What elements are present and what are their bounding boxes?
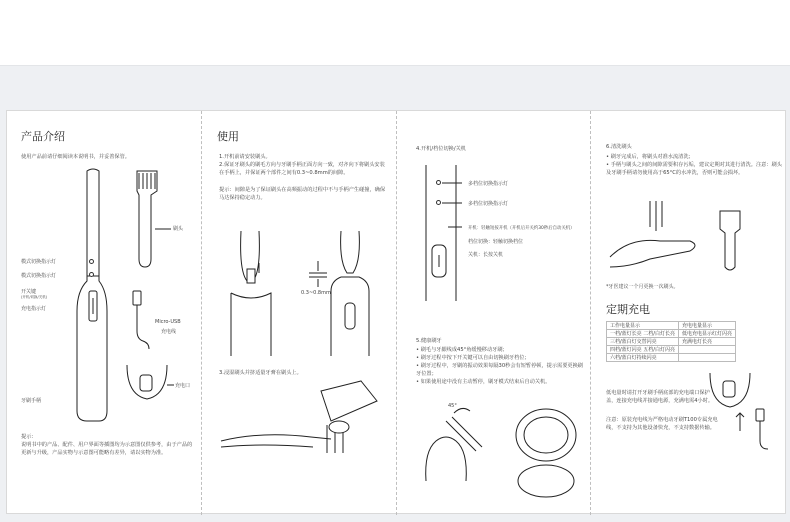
table-row bbox=[607, 330, 736, 338]
panel-cleaning-charging bbox=[590, 111, 787, 515]
label-brush-head: 刷头 bbox=[173, 226, 184, 232]
table-cell: 低电充电显示红灯闪亮 bbox=[678, 330, 735, 338]
label-charge-port: 充电口 bbox=[175, 383, 191, 389]
table-cell: 充电电量显示 bbox=[678, 322, 735, 330]
table-cell: 三档/蓝白灯交替闪亮 bbox=[607, 338, 679, 346]
indicator-light bbox=[89, 259, 94, 264]
usage-step-3: 3.浸湿刷头并挤适量牙膏在刷头上。 bbox=[219, 370, 302, 376]
indicator-light bbox=[436, 180, 441, 185]
label-cable: 充电线 bbox=[161, 329, 177, 335]
label-power-key-sub: (开机/切换/关机) bbox=[21, 295, 48, 299]
table-cell bbox=[678, 354, 735, 362]
charge-title: 定期充电 bbox=[606, 303, 650, 316]
table-cell: 工作电量显示 bbox=[607, 322, 679, 330]
panel-usage bbox=[201, 111, 396, 515]
table-row bbox=[607, 346, 736, 354]
indicator-light bbox=[89, 272, 94, 277]
toothpaste-illustration bbox=[201, 381, 396, 481]
label-switch-on: 开机：轻触短按开机（开机后开关约30秒后自动关机） bbox=[468, 226, 575, 231]
panel-title: 产品介绍 bbox=[21, 130, 65, 143]
brushing-angle-illustration bbox=[396, 401, 590, 491]
intro-text: 使用产品前请仔细阅读本说明书，并妥善保管。 bbox=[21, 154, 130, 160]
label-switch-off: 关机：长按关机 bbox=[468, 252, 504, 258]
usage-step-2: 2.保证牙刷头的刷毛方向与牙刷手柄正面方向一致，对齐向下将刷头安装在手柄上，并保证两个部件之间有0.3~0.8mm的间隙。 bbox=[219, 162, 385, 176]
cleaning-tip: • 刷牙完成后，将刷头对准水流清洗； bbox=[606, 153, 782, 161]
angle-label: 45° bbox=[448, 403, 457, 409]
table-cell: 一档/蓝灯长亮 二档/白灯长亮 bbox=[607, 330, 679, 338]
table-cell bbox=[678, 346, 735, 354]
step-5-title: 5.健康刷牙 bbox=[416, 338, 442, 344]
label-mode-light: 模式切换指示灯 bbox=[21, 273, 57, 279]
table-row bbox=[607, 354, 736, 362]
gap-label: 0.3~0.8mm bbox=[301, 290, 331, 296]
label-mode-light: 多档位切换指示灯 bbox=[468, 181, 509, 187]
label-power-key: 开关键 bbox=[21, 289, 37, 295]
replace-tip: *牙医建议一个月更换一次刷头。 bbox=[606, 284, 679, 290]
brushing-tip: • 刷毛与牙龈线成45°角缓慢移动牙刷； bbox=[416, 346, 586, 354]
cable-note: 注意：原装充电线为严格电动牙刷T100专属充电线，不支持为其他设备快充，不支持数据传输。 bbox=[606, 417, 718, 431]
indicator-light bbox=[436, 200, 441, 205]
table-cell: 四档/蓝灯闪亮 五档/白灯闪亮 bbox=[607, 346, 679, 354]
step-6-title: 6.清洗刷头 bbox=[606, 144, 632, 150]
usage-step-1: 1.开机前请安装刷头。 bbox=[219, 154, 271, 160]
tip-title: 提示： bbox=[21, 434, 37, 440]
table-cell: 充满电灯长亮 bbox=[678, 338, 735, 346]
panel-operation bbox=[396, 111, 590, 515]
top-blank-area bbox=[0, 0, 790, 66]
table-cell: 六档/蓝白灯持续闪亮 bbox=[607, 354, 679, 362]
table-row bbox=[607, 322, 736, 330]
table-row bbox=[607, 338, 736, 346]
brushing-tip: • 刷牙过程中按下开关键可以自由切换刷牙档位； bbox=[416, 354, 586, 362]
brush-head-illustration bbox=[131, 171, 171, 291]
brushing-tip: • 刷牙过程中，牙刷的振动效果每隔30秒会有短暂停顿，提示需要更换刷牙位置； bbox=[416, 362, 586, 378]
manual-sheet bbox=[6, 110, 786, 514]
usage-tip: 提示：间隙是为了保证刷头在高频振动的过程中不与手柄产生碰撞，确保马达保持稳定动力。 bbox=[219, 187, 386, 201]
step-4-title: 4.开机/档位切换/关机 bbox=[416, 146, 466, 152]
cleaning-tip: • 手柄与刷头之间的间隙需要积存污垢，建议定期对其进行清洗。注意：刷头及牙刷手柄请勿使用高于65°C的水冲洗，否则可能会损坏。 bbox=[606, 161, 782, 177]
rinse-illustration bbox=[590, 197, 784, 277]
panel-product-intro bbox=[7, 111, 201, 515]
charge-port-illustration bbox=[122, 365, 172, 409]
label-charge-light: 充电指示灯 bbox=[21, 306, 47, 312]
cleaning-tips bbox=[606, 153, 782, 177]
install-illustration bbox=[201, 211, 396, 361]
label-handle: 牙刷手柄 bbox=[21, 398, 42, 404]
brushing-tips bbox=[416, 346, 586, 386]
status-table bbox=[606, 321, 736, 362]
panel-title: 使用 bbox=[217, 130, 239, 143]
label-micro-usb: Micro-USB bbox=[155, 319, 181, 325]
label-mode-light: 模式切换指示灯 bbox=[21, 259, 57, 265]
brushing-tip: • 如果使用途中没有主动暂停，刷牙模式结束后自动关机。 bbox=[416, 378, 586, 386]
tip-text: 说明书中的产品、配件、用户界面等插图均为示意图仅供参考，由于产品的更新与升级，产品实物与示意图可能略有差异，请以实物为准。 bbox=[21, 442, 193, 456]
charging-illustration bbox=[590, 369, 784, 449]
low-power-text: 低电量时请打开牙刷手柄底部的充电端口保护盖，连接充电线并接通电源，充满电需4小时。 bbox=[606, 390, 714, 404]
label-switch-mode: 档位切换：轻触切换档位 bbox=[468, 239, 524, 245]
label-mode-light: 多档位切换指示灯 bbox=[468, 201, 509, 207]
